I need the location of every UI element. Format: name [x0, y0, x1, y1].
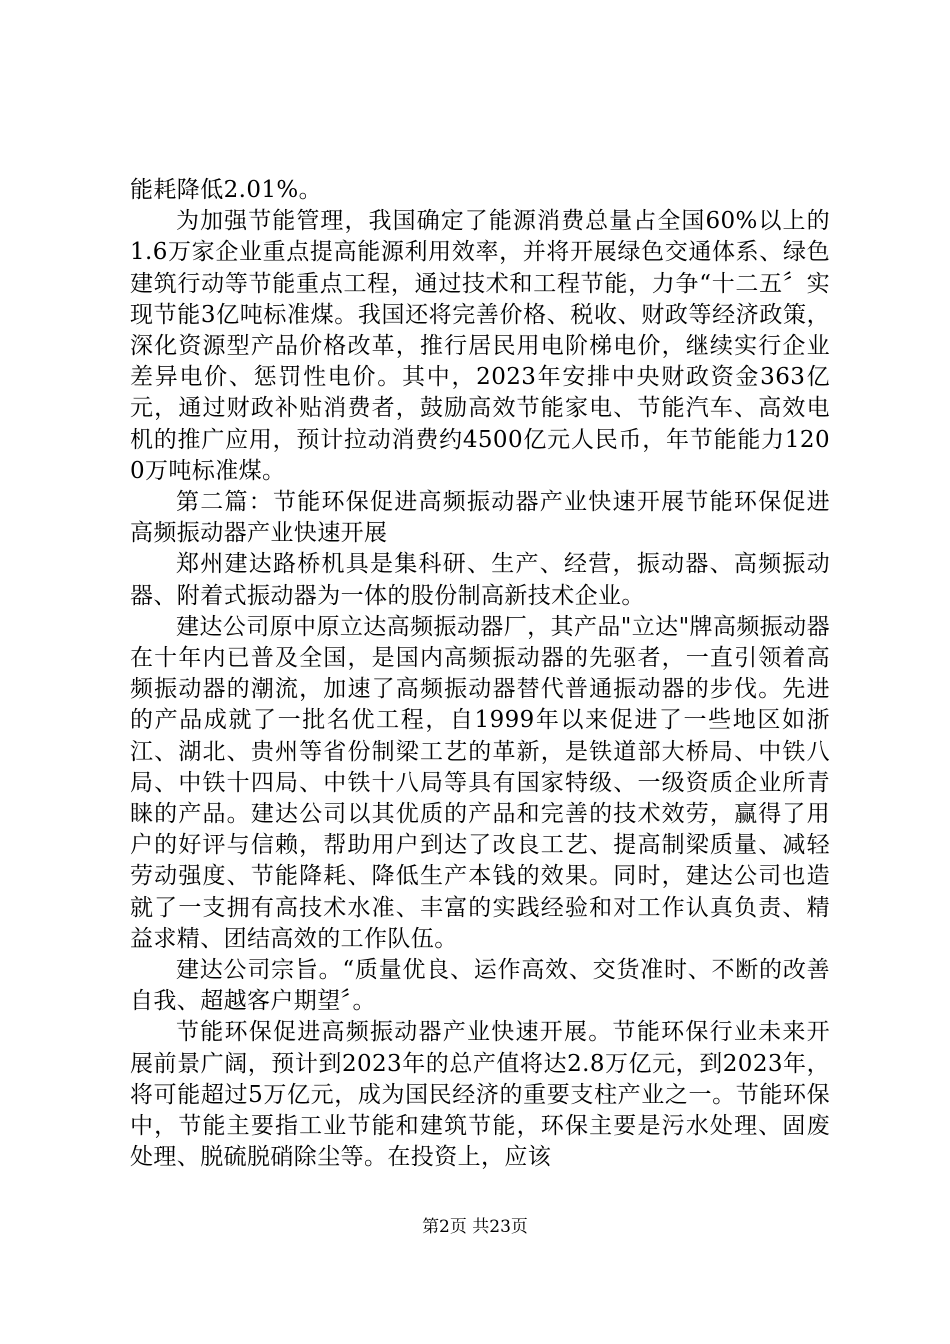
paragraph-1: 能耗降低2.01%。 [130, 177, 323, 203]
document-body [130, 175, 830, 1174]
page-footer: 第2页 共23页 [422, 1217, 528, 1237]
paragraph-2: 为加强节能管理，我国确定了能源消费总量占全国60%以上的1.6万家企业重点提高能源利用效率，并将开展绿色交通体系、绿色建筑行动等节能重点工程，通过技术和工程节能，力争“十二五〞实现节能3亿吨标准煤。我国还将完善价格、税收、财政等经济政策，深化资源型产品价格改革，推行居民用电阶梯电价，继续实行企业差异电价、惩罚性电价。其中，2023年安排中央财政资金363亿元，通过财政补贴消费者，鼓励高效节能家电、节能汽车、高效电机的推广应用，预计拉动消费约4500亿元人民币，年节能能力1200万吨标准煤。 [130, 208, 830, 484]
paragraph-7: 节能环保促进高频振动器产业快速开展。节能环保行业未来开展前景广阔，预计到2023年的总产值将达2.8万亿元，到2023年，将可能超过5万亿元，成为国民经济的重要支柱产业之一。节能环保中，节能主要指工业节能和建筑节能，环保主要是污水处理、固废处理、脱硫脱硝除尘等。在投资上，应该 [130, 1019, 830, 1171]
paragraph-4: 郑州建达路桥机具是集科研、生产、经营，振动器、高频振动器、附着式振动器为一体的股份制高新技术企业。 [130, 551, 830, 609]
paragraph-5: 建达公司原中原立达高频振动器厂，其产品"立达"牌高频振动器在十年内已普及全国，是国内高频振动器的先驱者，一直引领着高频振动器的潮流，加速了高频振动器替代普通振动器的步伐。先进的产品成就了一批名优工程，自1999年以来促进了一些地区如浙江、湖北、贵州等省份制梁工艺的革新，是铁道部大桥局、中铁八局、中铁十四局、中铁十八局等具有国家特级、一级资质企业所青睐的产品。建达公司以其优质的产品和完善的技术效劳，赢得了用户的好评与信赖，帮助用户到达了改良工艺、提高制梁质量、减轻劳动强度、节能降耗、降低生产本钱的效果。同时，建达公司也造就了一支拥有高技术水准、丰富的实践经验和对工作认真负责、精益求精、团结高效的工作队伍。 [130, 613, 830, 952]
section-heading-paragraph: 第二篇：节能环保促进高频振动器产业快速开展节能环保促进高频振动器产业快速开展 [130, 489, 830, 547]
paragraph-6: 建达公司宗旨。“质量优良、运作高效、交货准时、不断的改善自我、超越客户期望〞。 [130, 957, 830, 1015]
